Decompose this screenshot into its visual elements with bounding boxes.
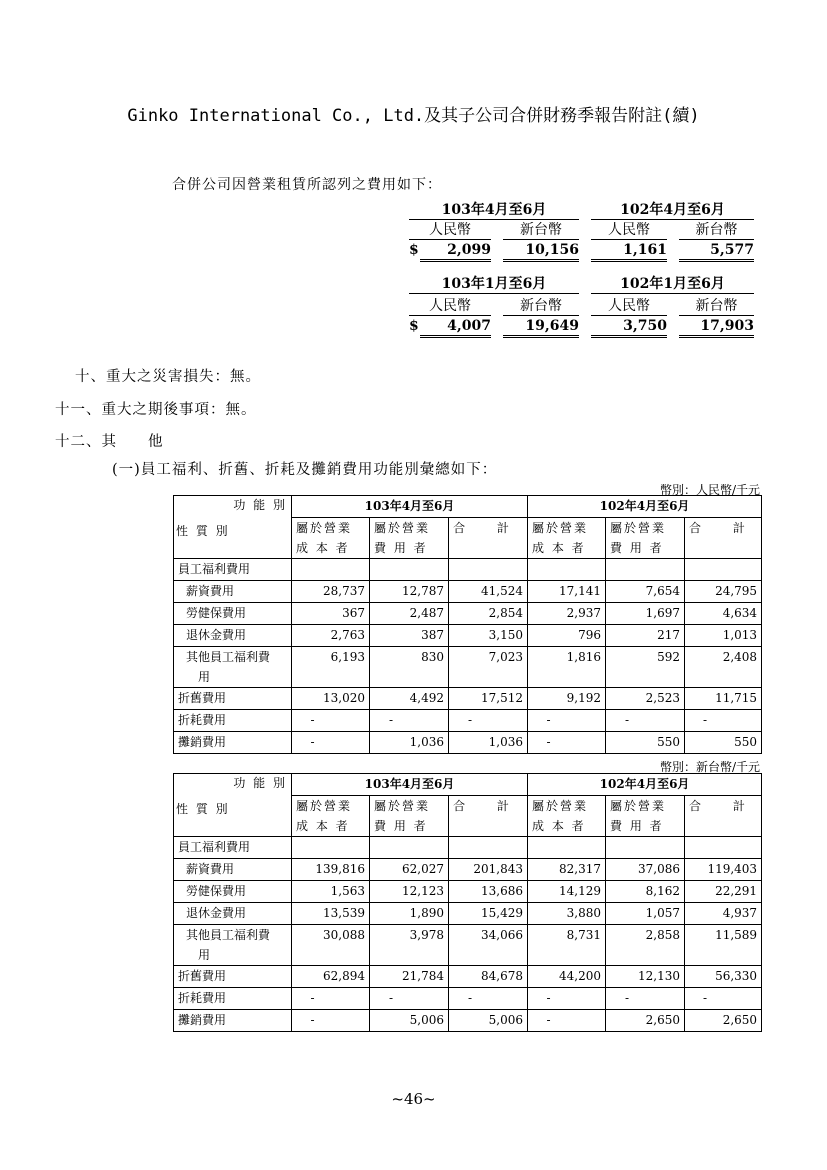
table-row bbox=[174, 925, 762, 966]
table-cell: 1,563 bbox=[292, 881, 370, 903]
lease-currency-header: 新台幣 bbox=[679, 222, 754, 240]
table-cell: 1,057 bbox=[606, 903, 685, 925]
lease-value: 4,007 bbox=[420, 318, 491, 338]
table-cell: 7,654 bbox=[606, 581, 685, 603]
lease-currency-header: 新台幣 bbox=[503, 222, 579, 240]
table-cell: 550 bbox=[606, 732, 685, 754]
table-cell: 15,429 bbox=[449, 903, 528, 925]
table-row bbox=[174, 966, 762, 988]
table-cell: 2,937 bbox=[528, 603, 606, 625]
table-cell: 1,816 bbox=[528, 647, 606, 688]
table-row bbox=[174, 688, 762, 710]
subsection-heading: (一)員工福利、折舊、折耗及攤銷費用功能別彙總如下： bbox=[112, 462, 498, 478]
table-cell: 12,130 bbox=[606, 966, 685, 988]
table-cell: 119,403 bbox=[685, 859, 762, 881]
table-row bbox=[174, 603, 762, 625]
table-row bbox=[174, 710, 762, 732]
row-label: 折舊費用 bbox=[174, 966, 292, 988]
table-cell: 17,141 bbox=[528, 581, 606, 603]
table-cell: 6,193 bbox=[292, 647, 370, 688]
lease-currency-header: 人民幣 bbox=[409, 222, 491, 240]
table-cell: - bbox=[606, 710, 685, 732]
function-label: 功 能 別 bbox=[233, 776, 287, 790]
page-number: ~46~ bbox=[391, 1090, 436, 1108]
table-cell: - bbox=[292, 988, 370, 1010]
lease-period-header: 102年1月至6月 bbox=[591, 276, 754, 294]
table-cell: 1,036 bbox=[449, 732, 528, 754]
table-cell: 2,763 bbox=[292, 625, 370, 647]
table-cell: 2,408 bbox=[685, 647, 762, 688]
row-label: 攤銷費用 bbox=[174, 1010, 292, 1032]
nature-label: 性 質 別 bbox=[176, 524, 230, 538]
table-cell: 5,006 bbox=[449, 1010, 528, 1032]
lease-currency-header: 人民幣 bbox=[591, 222, 667, 240]
lease-value: 10,156 bbox=[503, 242, 579, 262]
expense-column-header: 屬於營業 費 用 者 bbox=[606, 518, 685, 559]
total-column-header: 合 計 bbox=[449, 796, 528, 837]
section-heading: 十、重大之災害損失：無。 bbox=[75, 369, 261, 385]
table-cell: - bbox=[292, 732, 370, 754]
table-cell: - bbox=[528, 710, 606, 732]
table-cell: 387 bbox=[370, 625, 449, 647]
lease-value: 3,750 bbox=[591, 318, 667, 338]
currency-unit-label: 幣別：新台幣/千元 bbox=[659, 760, 760, 774]
table-cell: 1,697 bbox=[606, 603, 685, 625]
section-heading: 十二、其 他 bbox=[55, 434, 164, 450]
dollar-sign: $ bbox=[409, 318, 419, 334]
table-cell: 550 bbox=[685, 732, 762, 754]
section-heading: 十一、重大之期後事項：無。 bbox=[55, 402, 257, 418]
period-header: 103年4月至6月 bbox=[292, 774, 528, 796]
table-cell: 24,795 bbox=[685, 581, 762, 603]
row-label: 折耗費用 bbox=[174, 988, 292, 1010]
lease-value: 2,099 bbox=[420, 242, 491, 262]
table-cell: - bbox=[528, 1010, 606, 1032]
table-cell: 11,589 bbox=[685, 925, 762, 966]
table-cell: 14,129 bbox=[528, 881, 606, 903]
table-cell: 1,890 bbox=[370, 903, 449, 925]
row-label: 其他員工福利費 用 bbox=[174, 647, 292, 688]
table-corner-header bbox=[174, 496, 292, 559]
table-cell: 1,013 bbox=[685, 625, 762, 647]
lease-value: 1,161 bbox=[591, 242, 667, 262]
page-title: Ginko International Co., Ltd.及其子公司合併財務季報告附註(續) bbox=[127, 106, 700, 126]
table-cell: 12,787 bbox=[370, 581, 449, 603]
table-cell: 2,854 bbox=[449, 603, 528, 625]
table-cell: 84,678 bbox=[449, 966, 528, 988]
table-cell: 3,978 bbox=[370, 925, 449, 966]
table-cell: 13,686 bbox=[449, 881, 528, 903]
period-header: 102年4月至6月 bbox=[528, 774, 762, 796]
table-cell: 3,150 bbox=[449, 625, 528, 647]
table-cell: 17,512 bbox=[449, 688, 528, 710]
table-cell: 8,162 bbox=[606, 881, 685, 903]
row-label: 薪資費用 bbox=[174, 581, 292, 603]
table-cell: 82,317 bbox=[528, 859, 606, 881]
table-cell: 796 bbox=[528, 625, 606, 647]
table-row bbox=[174, 988, 762, 1010]
dollar-sign: $ bbox=[409, 242, 419, 258]
lease-period-header: 102年4月至6月 bbox=[591, 202, 754, 220]
table-cell: 28,737 bbox=[292, 581, 370, 603]
cost-column-header: 屬於營業 成 本 者 bbox=[528, 518, 606, 559]
table-cell: - bbox=[528, 732, 606, 754]
table-cell: 5,006 bbox=[370, 1010, 449, 1032]
lease-period-header: 103年4月至6月 bbox=[409, 202, 579, 220]
table-cell: - bbox=[449, 988, 528, 1010]
row-label: 攤銷費用 bbox=[174, 732, 292, 754]
table-row bbox=[174, 1010, 762, 1032]
table-cell: - bbox=[685, 710, 762, 732]
table-cell: - bbox=[685, 988, 762, 1010]
lease-currency-header: 人民幣 bbox=[409, 298, 491, 316]
table-cell: 11,715 bbox=[685, 688, 762, 710]
cost-column-header: 屬於營業 成 本 者 bbox=[292, 796, 370, 837]
table-cell: 34,066 bbox=[449, 925, 528, 966]
total-column-header: 合 計 bbox=[449, 518, 528, 559]
table-cell: 62,027 bbox=[370, 859, 449, 881]
table-cell: 3,880 bbox=[528, 903, 606, 925]
table-cell: 2,650 bbox=[606, 1010, 685, 1032]
expense-column-header: 屬於營業 費 用 者 bbox=[370, 796, 449, 837]
table-row bbox=[174, 647, 762, 688]
table-cell: 56,330 bbox=[685, 966, 762, 988]
table-cell: 37,086 bbox=[606, 859, 685, 881]
table-cell: 12,123 bbox=[370, 881, 449, 903]
lease-value: 5,577 bbox=[679, 242, 754, 262]
row-label: 折舊費用 bbox=[174, 688, 292, 710]
table-cell: 2,858 bbox=[606, 925, 685, 966]
period-header: 103年4月至6月 bbox=[292, 496, 528, 518]
expense-column-header: 屬於營業 費 用 者 bbox=[606, 796, 685, 837]
table-cell: 41,524 bbox=[449, 581, 528, 603]
expense-column-header: 屬於營業 費 用 者 bbox=[370, 518, 449, 559]
row-label: 勞健保費用 bbox=[174, 603, 292, 625]
table-cell: 7,023 bbox=[449, 647, 528, 688]
row-label: 折耗費用 bbox=[174, 710, 292, 732]
table-cell: 13,020 bbox=[292, 688, 370, 710]
table-cell: 2,523 bbox=[606, 688, 685, 710]
table-cell: 21,784 bbox=[370, 966, 449, 988]
table-cell: 62,894 bbox=[292, 966, 370, 988]
table-cell: 367 bbox=[292, 603, 370, 625]
table-row bbox=[174, 581, 762, 603]
table-cell: 2,650 bbox=[685, 1010, 762, 1032]
lease-period-header: 103年1月至6月 bbox=[409, 276, 579, 294]
table-cell: 4,492 bbox=[370, 688, 449, 710]
cost-column-header: 屬於營業 成 本 者 bbox=[292, 518, 370, 559]
table-cell: 30,088 bbox=[292, 925, 370, 966]
table-row bbox=[174, 559, 762, 581]
total-column-header: 合 計 bbox=[685, 518, 762, 559]
table-cell: 4,634 bbox=[685, 603, 762, 625]
table-cell: - bbox=[606, 988, 685, 1010]
table-cell: 217 bbox=[606, 625, 685, 647]
table-row bbox=[174, 881, 762, 903]
lease-currency-header: 人民幣 bbox=[591, 298, 667, 316]
expense-table-rmb bbox=[173, 495, 762, 754]
row-label: 勞健保費用 bbox=[174, 881, 292, 903]
function-label: 功 能 別 bbox=[233, 498, 287, 512]
table-cell: - bbox=[528, 988, 606, 1010]
row-label: 其他員工福利費 用 bbox=[174, 925, 292, 966]
total-column-header: 合 計 bbox=[685, 796, 762, 837]
table-cell: - bbox=[449, 710, 528, 732]
table-cell: 139,816 bbox=[292, 859, 370, 881]
table-cell: 592 bbox=[606, 647, 685, 688]
lease-intro-text: 合併公司因營業租賃所認列之費用如下： bbox=[172, 177, 442, 193]
table-cell: - bbox=[292, 710, 370, 732]
table-cell: 22,291 bbox=[685, 881, 762, 903]
currency-unit-label: 幣別：人民幣/千元 bbox=[659, 483, 760, 497]
row-label: 員工福利費用 bbox=[174, 837, 292, 859]
period-header: 102年4月至6月 bbox=[528, 496, 762, 518]
table-cell: 1,036 bbox=[370, 732, 449, 754]
table-corner-header bbox=[174, 774, 292, 837]
nature-label: 性 質 別 bbox=[176, 802, 230, 816]
lease-value: 17,903 bbox=[679, 318, 754, 338]
table-cell: 201,843 bbox=[449, 859, 528, 881]
lease-currency-header: 新台幣 bbox=[679, 298, 754, 316]
table-row bbox=[174, 837, 762, 859]
table-row bbox=[174, 625, 762, 647]
table-cell: 4,937 bbox=[685, 903, 762, 925]
table-cell: 2,487 bbox=[370, 603, 449, 625]
row-label: 員工福利費用 bbox=[174, 559, 292, 581]
table-cell: 9,192 bbox=[528, 688, 606, 710]
cost-column-header: 屬於營業 成 本 者 bbox=[528, 796, 606, 837]
table-cell: 44,200 bbox=[528, 966, 606, 988]
table-cell: - bbox=[292, 1010, 370, 1032]
table-row bbox=[174, 859, 762, 881]
table-cell: - bbox=[370, 710, 449, 732]
expense-table-ntd bbox=[173, 773, 762, 1032]
table-cell: 830 bbox=[370, 647, 449, 688]
table-cell: 8,731 bbox=[528, 925, 606, 966]
lease-value: 19,649 bbox=[503, 318, 579, 338]
row-label: 薪資費用 bbox=[174, 859, 292, 881]
row-label: 退休金費用 bbox=[174, 625, 292, 647]
row-label: 退休金費用 bbox=[174, 903, 292, 925]
table-row bbox=[174, 903, 762, 925]
lease-currency-header: 新台幣 bbox=[503, 298, 579, 316]
table-cell: 13,539 bbox=[292, 903, 370, 925]
table-cell: - bbox=[370, 988, 449, 1010]
table-row bbox=[174, 732, 762, 754]
